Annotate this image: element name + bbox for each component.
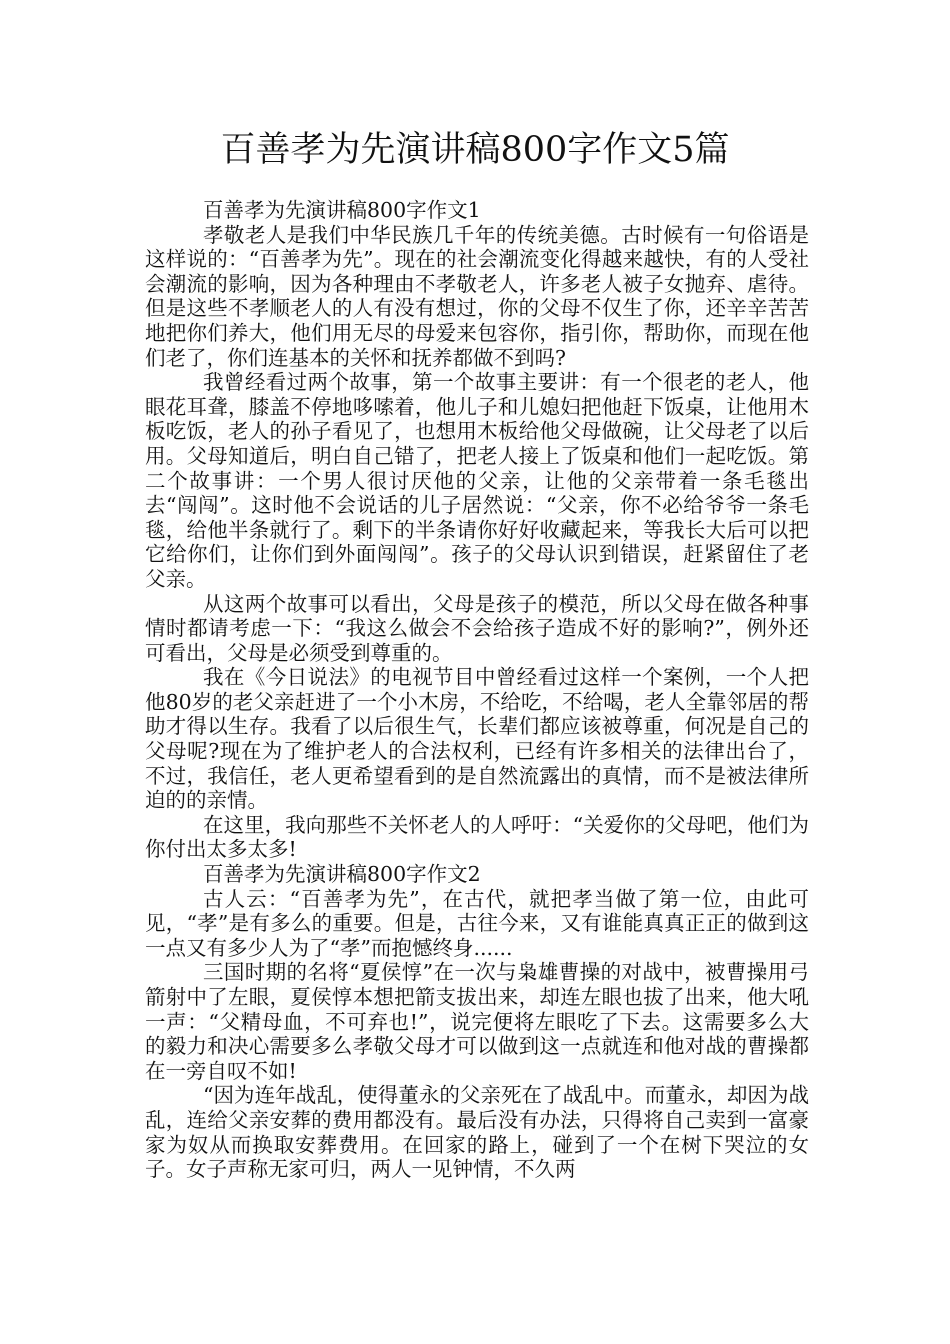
paragraph: 孝敬老人是我们中华民族几千年的传统美德。古时候有一句俗语是这样说的：“百善孝为先”。现在的社会潮流变化得越来越快，有的人受社会潮流的影响，因为各种理由不孝敬老人，许多老人被子女抛弃、虐待。但是这些不孝顺老人的人有没有想过，你的父母不仅生了你，还辛辛苦苦地把你们养大，他们用无尽的母爱来包容你，指引你，帮助你，而现在他们老了，你们连基本的关怀和抚养都做不到吗? bbox=[145, 222, 809, 370]
paragraph: 我曾经看过两个故事，第一个故事主要讲：有一个很老的老人，他眼花耳聋，膝盖不停地哆嗦着，他儿子和儿媳妇把他赶下饭桌，让他用木板吃饭，老人的孙子看见了，也想用木板给他父母做碗，让父母老了以后用。父母知道后，明白自己错了，把老人接上了饭桌和他们一起吃饭。第二个故事讲：一个男人很讨厌他的父亲，让他的父亲带着一条毛毯出去“闯闯”。这时他不会说话的儿子居然说：“父亲，你不必给爷爷一条毛毯，给他半条就行了。剩下的半条请你好好收藏起来，等我长大后可以把它给你们，让你们到外面闯闯”。孩子的父母认识到错误，赶紧留住了老父亲。 bbox=[145, 370, 809, 591]
paragraph: 从这两个故事可以看出，父母是孩子的模范，所以父母在做各种事情时都请考虑一下：“我这么做会不会给孩子造成不好的影响?”，例外还可看出，父母是必须受到尊重的。 bbox=[145, 591, 809, 665]
paragraph: 我在《今日说法》的电视节目中曾经看过这样一个案例，一个人把他80岁的老父亲赶进了一个小木房，不给吃，不给喝，老人全靠邻居的帮助才得以生存。我看了以后很生气，长辈们都应该被尊重，何况是自己的父母呢?现在为了维护老人的合法权利，已经有许多相关的法律出台了，不过，我信任，老人更希望看到的是自然流露出的真情，而不是被法律所迫的的亲情。 bbox=[145, 665, 809, 813]
document-title: 百善孝为先演讲稿800字作文5篇 bbox=[220, 130, 730, 170]
document-body bbox=[145, 198, 809, 1182]
paragraph: 古人云：“百善孝为先”，在古代，就把孝当做了第一位，由此可见，“孝”是有多么的重要。但是，古往今来，又有谁能真真正正的做到这一点又有多少人为了“孝”而抱憾终身...... bbox=[145, 886, 809, 960]
essay-subheading-2: 百善孝为先演讲稿800字作文2 bbox=[203, 862, 481, 887]
essay-subheading-1: 百善孝为先演讲稿800字作文1 bbox=[203, 198, 481, 222]
paragraph: “因为连年战乱，使得董永的父亲死在了战乱中。而董永，却因为战乱，连给父亲安葬的费用都没有。最后没有办法，只得将自己卖到一富豪家为奴从而换取安葬费用。在回家的路上，碰到了一个在树下哭泣的女子。女子声称无家可归，两人一见钟情，不久两 bbox=[145, 1083, 809, 1182]
paragraph: 三国时期的名将“夏侯惇”在一次与枭雄曹操的对战中，被曹操用弓箭射中了左眼，夏侯惇本想把箭支拔出来，却连左眼也拔了出来，他大吼一声：“父精母血，不可弃也!”，说完便将左眼吃了下去。这需要多么大的毅力和决心需要多么孝敬父母才可以做到这一点就连和他对战的曹操都在一旁自叹不如! bbox=[145, 960, 809, 1083]
paragraph: 在这里，我向那些不关怀老人的人呼吁：“关爱你的父母吧，他们为你付出太多太多! bbox=[145, 812, 809, 862]
